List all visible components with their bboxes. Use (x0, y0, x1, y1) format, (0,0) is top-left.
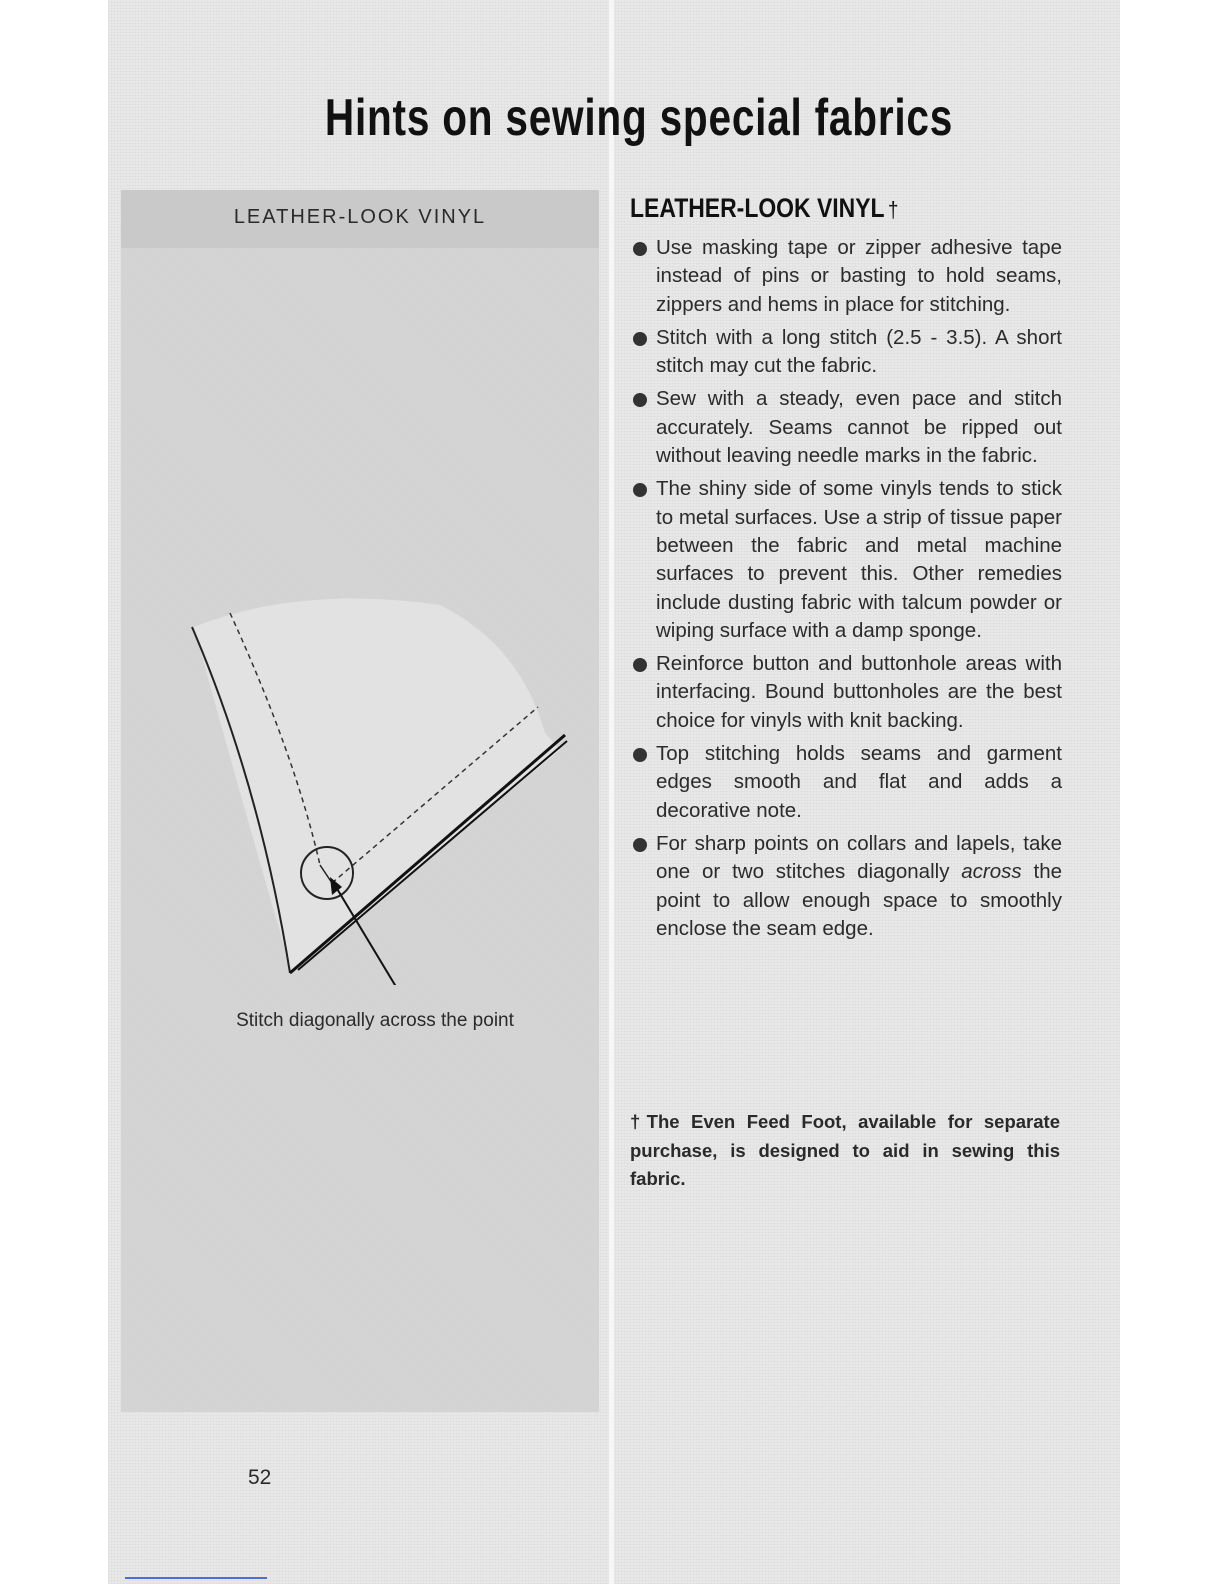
bullet-icon (633, 483, 647, 497)
tip-text-emphasis: across (961, 860, 1022, 884)
section-heading-text: LEATHER-LOOK VINYL (630, 193, 885, 223)
tip-text: Sew with a steady, even pace and stitch accurately. Seams cannot be ripped out without leaving needle marks in the fabric. (656, 387, 1062, 468)
page-gutter (609, 0, 614, 1584)
tip-text-before: For sharp points on collars and lapels, take one or two stitches diagonally (656, 831, 1062, 884)
tip-text: The shiny side of some vinyls tends to stick to metal surfaces. Use a strip of tissue paper between the fabric and metal machine surfaces to prevent this. Other remedies include dusting fabric with talcum powder or wiping surface with a damp sponge. (656, 477, 1062, 642)
page-number: 52 (248, 1466, 272, 1489)
page-title: Hints on sewing special fabrics (324, 89, 954, 147)
bullet-icon (633, 658, 647, 672)
tip-text: Use masking tape or zipper adhesive tape instead of pins or basting to hold seams, zippers and hems in place for stitching. (656, 236, 1062, 316)
illustration-caption: Stitch diagonally across the point (236, 1010, 514, 1031)
tips-list (632, 234, 1062, 948)
section-heading-dagger: † (887, 197, 899, 222)
bullet-icon (633, 242, 647, 256)
illustration-panel-title: LEATHER-LOOK VINYL (233, 206, 487, 228)
tip-text: Top stitching holds seams and garment edges smooth and flat and adds a decorative note. (656, 742, 1062, 822)
list-item (632, 830, 1062, 943)
list-item (632, 475, 1062, 645)
collar-point-illustration (180, 565, 580, 985)
bullet-icon (633, 838, 647, 852)
tip-text: Stitch with a long stitch (2.5 - 3.5). A short stitch may cut the fabric. (656, 325, 1062, 378)
bullet-icon (633, 393, 647, 407)
scan-edge-mark (125, 1577, 267, 1579)
tip-text-after: the point to allow enough space to smoothly enclose the seam edge. (656, 860, 1062, 940)
list-item (632, 324, 1062, 381)
list-item (632, 740, 1062, 825)
bullet-icon (633, 748, 647, 762)
footnote: †The Even Feed Foot, available for separate purchase, is designed to aid in sewing this fabric. (630, 1111, 1060, 1189)
list-item (632, 650, 1062, 735)
bullet-icon (633, 332, 647, 346)
list-item (632, 234, 1062, 319)
tip-text: Reinforce button and buttonhole areas with interfacing. Bound buttonholes are the best choice for vinyls with knit backing. (656, 652, 1062, 732)
section-heading (630, 193, 898, 224)
list-item (632, 385, 1062, 470)
